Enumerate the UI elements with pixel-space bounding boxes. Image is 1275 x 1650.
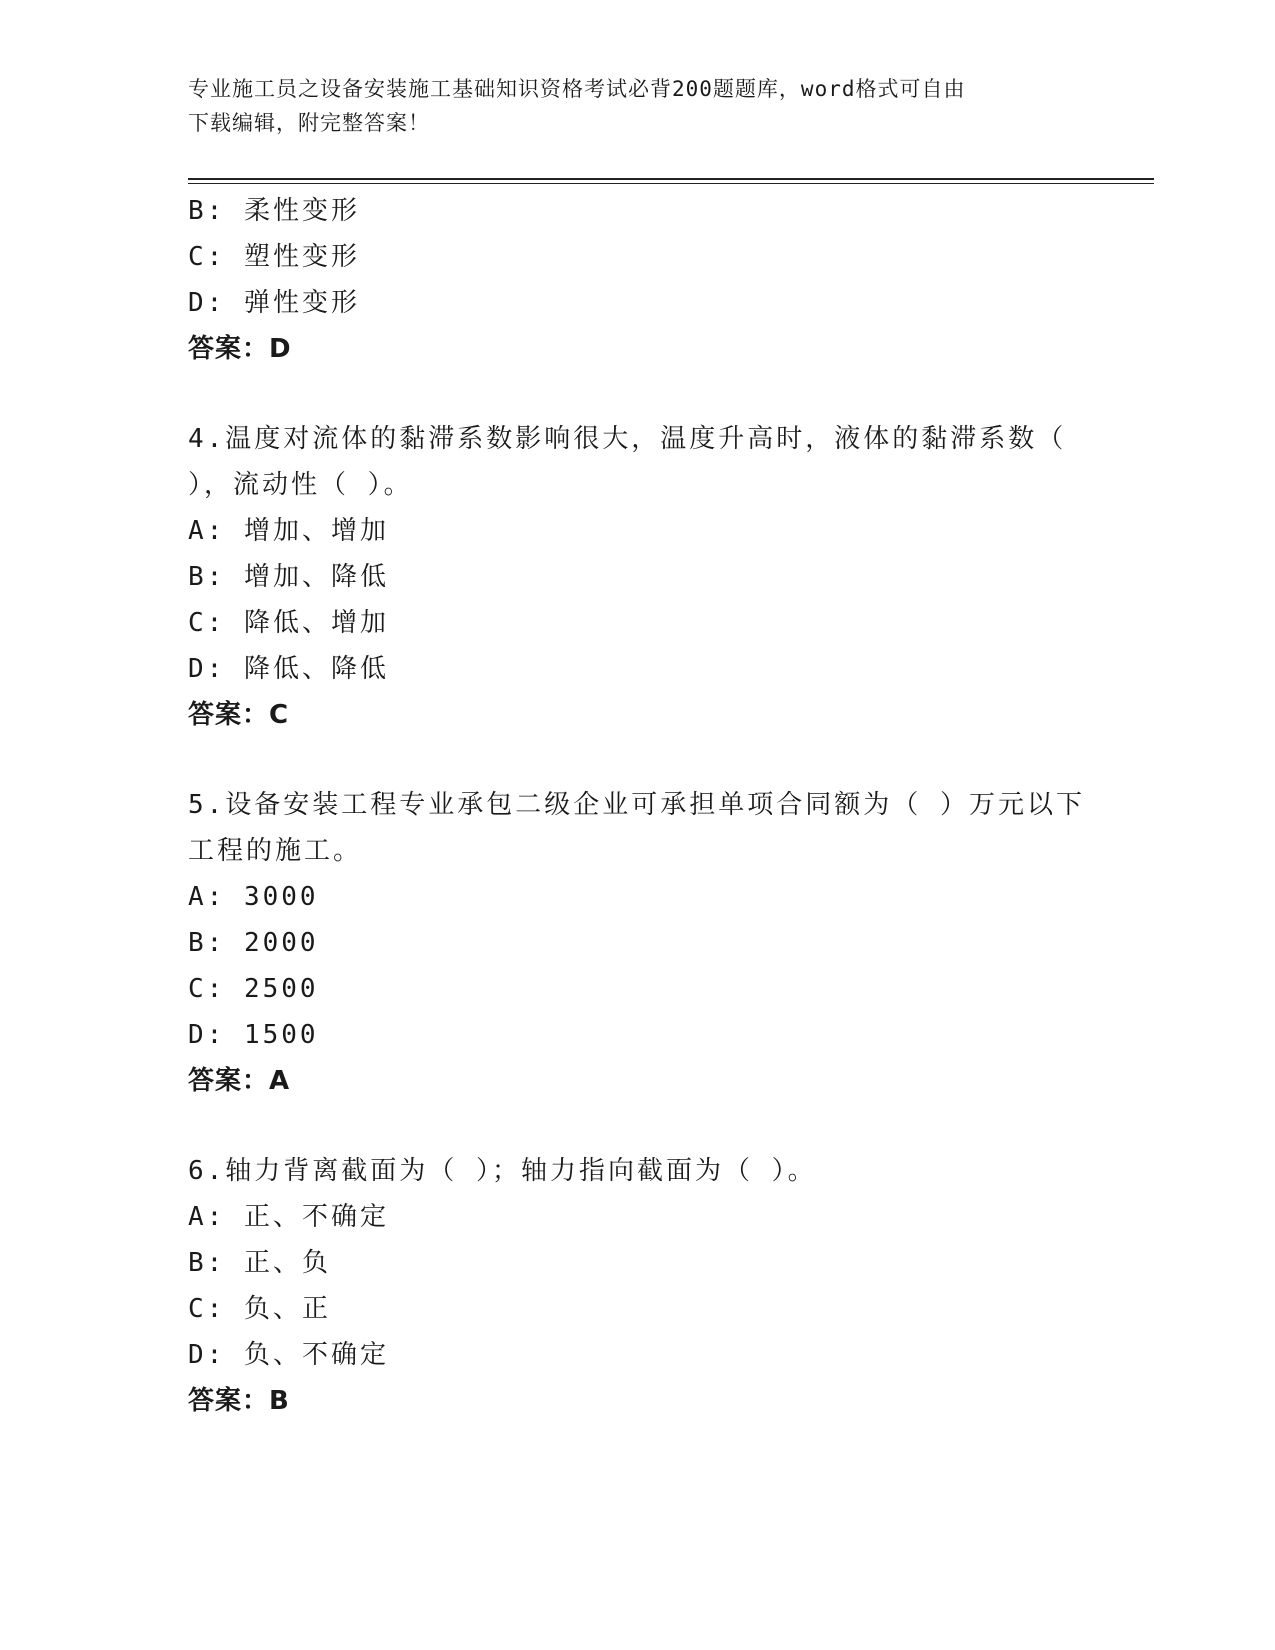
question-text-line-1: 4.温度对流体的黏滞系数影响很大，温度升高时，液体的黏滞系数（ (188, 424, 1067, 454)
option-c: C: 降低、增加 (188, 608, 389, 638)
question-spacer (188, 738, 1088, 782)
question-list (188, 188, 1088, 1424)
answer-line: 答案：A (188, 1066, 291, 1096)
header-divider-thick (188, 178, 1154, 180)
option-b: B: 柔性变形 (188, 196, 360, 226)
question-4 (188, 416, 1088, 738)
option-d: D: 负、不确定 (188, 1340, 389, 1370)
header-title-line-2: 下载编辑，附完整答案！ (188, 111, 430, 135)
question-spacer (188, 372, 1088, 416)
option-a: A: 正、不确定 (188, 1202, 389, 1232)
question-text-line-1: 6.轴力背离截面为（ ）；轴力指向截面为（ ）。 (188, 1156, 817, 1186)
document-header (188, 72, 1068, 140)
option-c: C: 负、正 (188, 1294, 331, 1324)
option-c: C: 塑性变形 (188, 242, 360, 272)
question-text-line-1: 5.设备安装工程专业承包二级企业可承担单项合同额为（ ）万元以下 (188, 790, 1085, 820)
question-text-line-2: 工程的施工。 (188, 836, 363, 866)
option-b: B: 2000 (188, 928, 319, 958)
option-b: B: 正、负 (188, 1248, 331, 1278)
option-a: A: 增加、增加 (188, 516, 389, 546)
answer-line: 答案：B (188, 1386, 290, 1416)
option-c: C: 2500 (188, 974, 319, 1004)
answer-line: 答案：D (188, 334, 292, 364)
header-title-line-1: 专业施工员之设备安装施工基础知识资格考试必背200题题库，word格式可自由 (188, 77, 966, 101)
question-5 (188, 782, 1088, 1104)
answer-line: 答案：C (188, 700, 290, 730)
question-text-line-2: ），流动性（ ）。 (188, 470, 413, 500)
option-d: D: 弹性变形 (188, 288, 360, 318)
option-d: D: 降低、降低 (188, 654, 389, 684)
header-divider-thin (188, 183, 1154, 184)
question-3-partial (188, 188, 1088, 372)
option-d: D: 1500 (188, 1020, 319, 1050)
option-b: B: 增加、降低 (188, 562, 389, 592)
option-a: A: 3000 (188, 882, 319, 912)
question-spacer (188, 1104, 1088, 1148)
question-6 (188, 1148, 1088, 1424)
